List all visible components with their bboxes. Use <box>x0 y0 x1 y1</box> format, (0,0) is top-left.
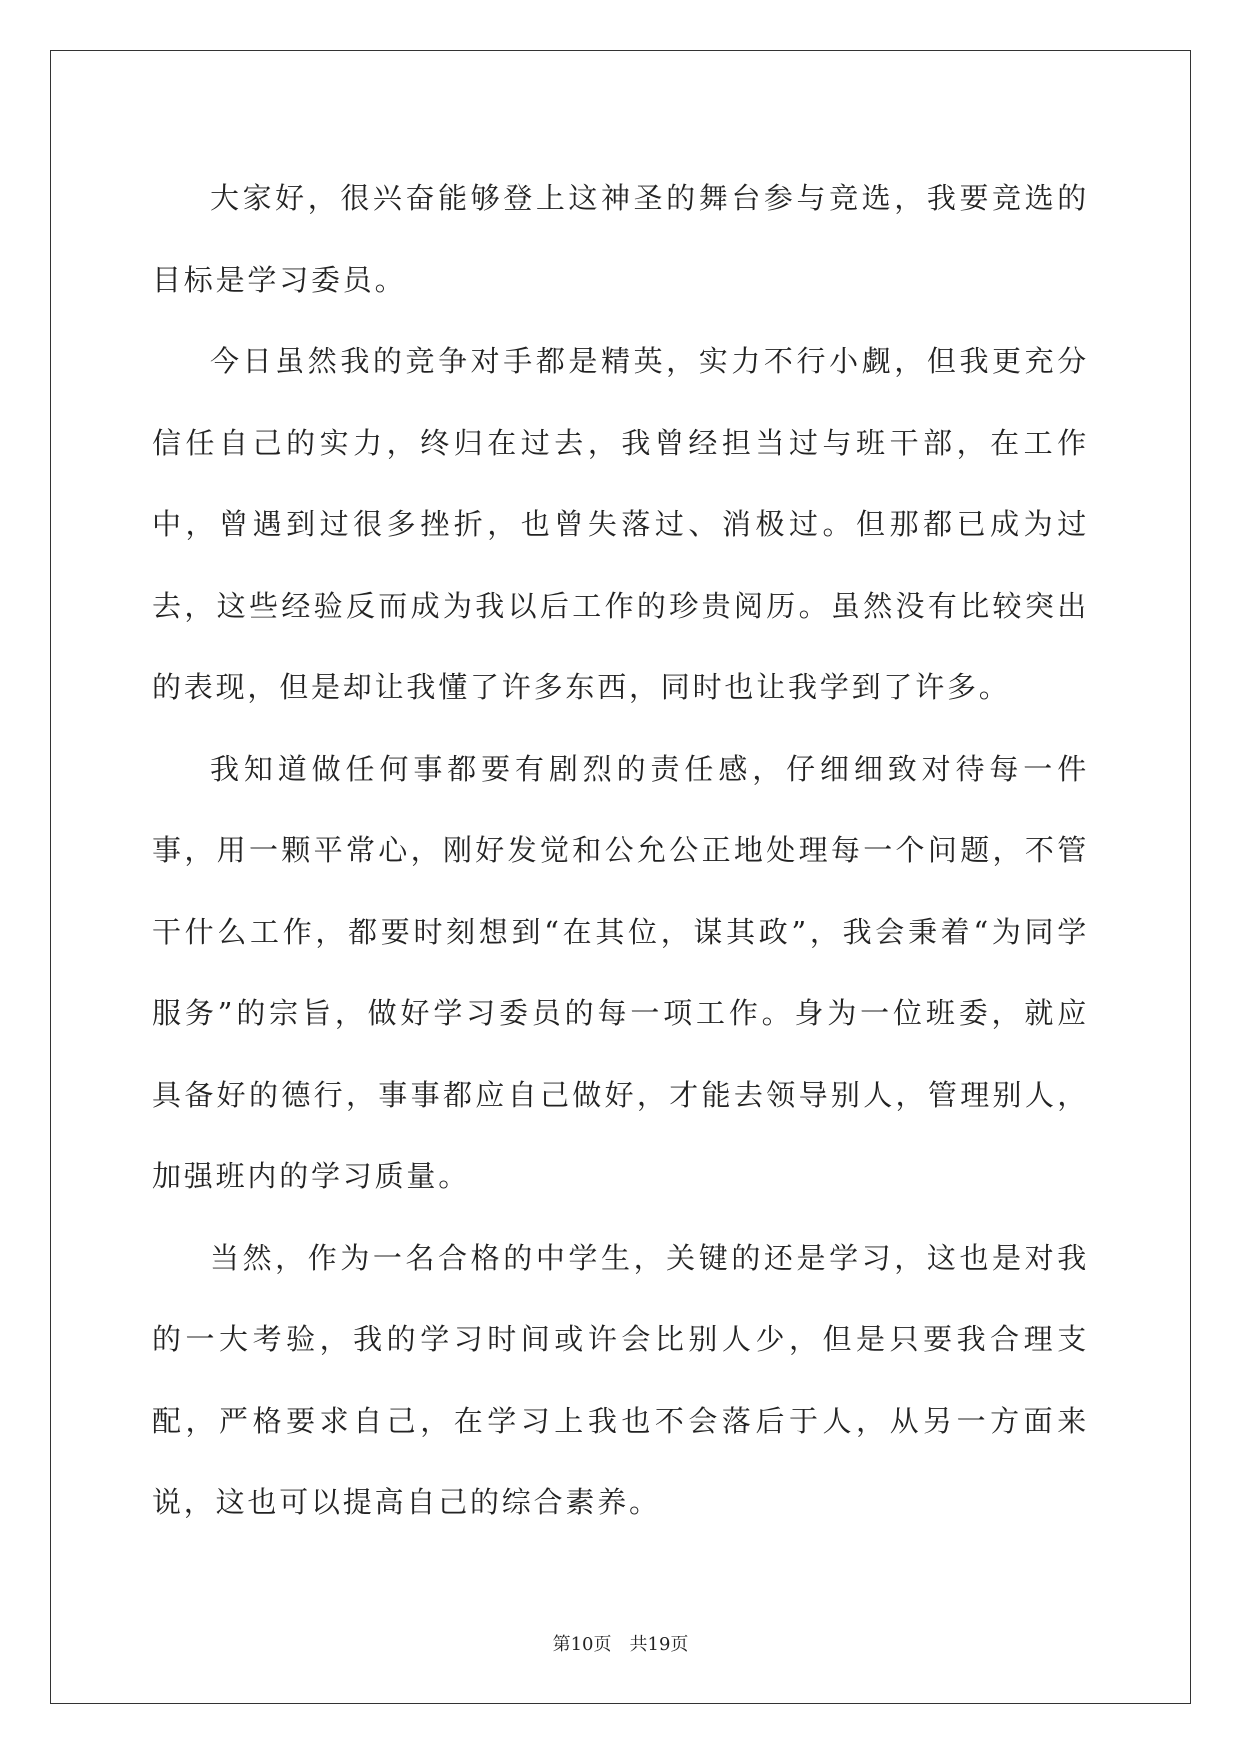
paragraph: 今日虽然我的竞争对手都是精英，实力不行小觑，但我更充分信任自己的实力，终归在过去，我曾经担当过与班干部，在工作中，曾遇到过很多挫折，也曾失落过、消极过。但那都已成为过去，这些经验反而成为我以后工作的珍贵阅历。虽然没有比较突出的表现，但是却让我懂了许多东西，同时也让我学到了许多。 <box>152 344 1089 704</box>
document-body <box>152 158 1089 1544</box>
total-page-count: 共19页 <box>629 1634 689 1655</box>
paragraph: 我知道做任何事都要有剧烈的责任感，仔细细致对待每一件事，用一颗平常心，刚好发觉和公允公正地处理每一个问题，不管干什么工作，都要时刻想到“在其位，谋其政”，我会秉着“为同学服务”的宗旨，做好学习委员的每一项工作。身为一位班委，就应具备好的德行，事事都应自己做好，才能去领导别人，管理别人，加强班内的学习质量。 <box>152 751 1089 1193</box>
paragraph: 大家好，很兴奋能够登上这神圣的舞台参与竞选，我要竞选的目标是学习委员。 <box>152 181 1089 297</box>
page-footer <box>0 1630 1241 1656</box>
current-page-number: 第10页 <box>552 1634 612 1655</box>
paragraph: 当然，作为一名合格的中学生，关键的还是学习，这也是对我的一大考验，我的学习时间或许会比别人少，但是只要我合理支配，严格要求自己，在学习上我也不会落后于人，从另一方面来说，这也可以提高自己的综合素养。 <box>152 1240 1089 1519</box>
